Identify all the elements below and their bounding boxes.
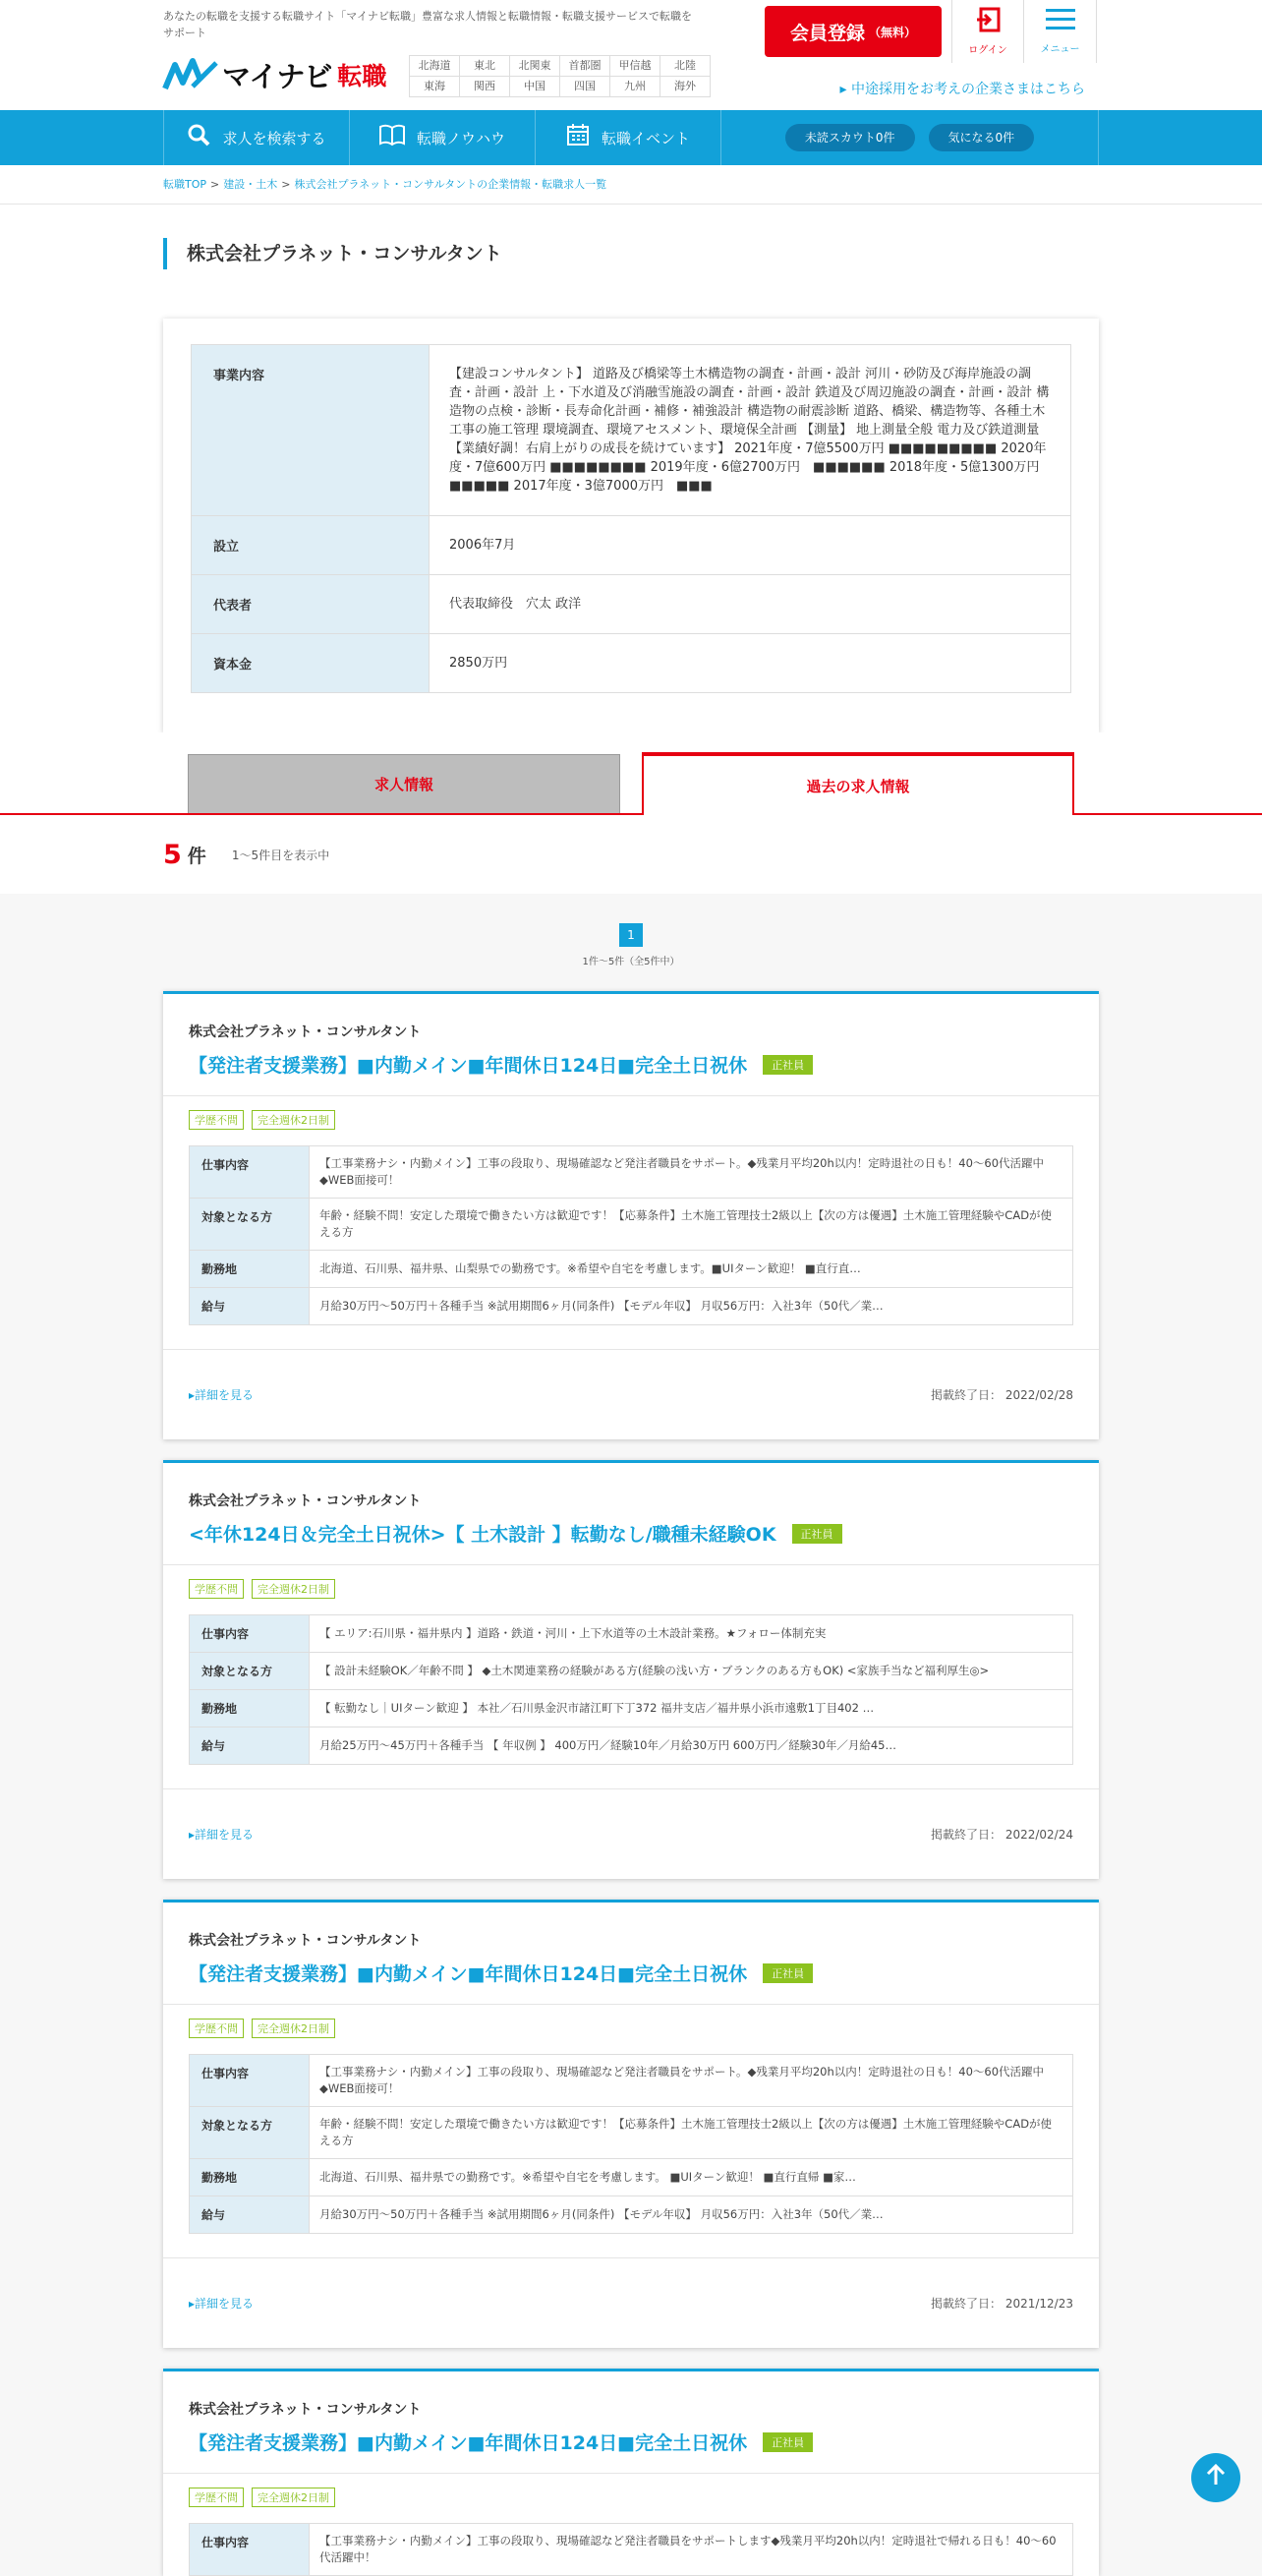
info-label: 事業内容 xyxy=(192,345,430,516)
end-date: 掲載終了日： 2022/02/28 xyxy=(931,1388,1073,1402)
job-company: 株式会社プラネット・コンサルタント xyxy=(189,1493,422,1509)
job-tag: 完全週休2日制 xyxy=(252,2488,335,2507)
logo-text: マイナビ xyxy=(222,59,332,93)
nav-knowhow[interactable] xyxy=(350,110,536,165)
result-range: 1〜5件目を表示中 xyxy=(231,848,330,862)
job-title-link[interactable] xyxy=(189,2429,1073,2455)
book-icon xyxy=(379,124,405,151)
nav-events-label: 転職イベント xyxy=(601,129,690,147)
employer-link[interactable]: ▸ 中途採用をお考えの企業さまはこちら xyxy=(839,82,1085,97)
job-tags xyxy=(189,1579,1073,1599)
employer-link-text: 中途採用をお考えの企業さまはこちら xyxy=(851,82,1085,97)
global-nav xyxy=(0,110,1262,165)
info-row xyxy=(192,575,1071,634)
job-summary-table xyxy=(189,2523,1073,2576)
hamburger-icon xyxy=(1046,8,1075,34)
job-work: 【 エリア:石川県・福井県内 】道路・鉄道・河川・上下水道等の土木設計業務。★フォロー体制充実 xyxy=(310,1615,1073,1653)
menu-button[interactable] xyxy=(1024,0,1097,63)
region-link[interactable]: 東海 xyxy=(410,77,460,97)
info-row xyxy=(192,345,1071,516)
tab-bar xyxy=(188,752,1074,815)
info-row xyxy=(192,516,1071,575)
row-label: 給与 xyxy=(190,1288,310,1325)
region-link[interactable]: 甲信越 xyxy=(610,56,660,77)
info-value: 2006年7月 xyxy=(430,516,1071,575)
region-link[interactable]: 北関東 xyxy=(510,56,560,77)
register-label: 会員登録 xyxy=(789,22,865,44)
calendar-icon xyxy=(566,123,590,152)
job-summary-table xyxy=(189,2054,1073,2234)
info-value: 代表取締役 穴太 政洋 xyxy=(430,575,1071,634)
tab-current-jobs[interactable]: 求人情報 xyxy=(188,754,620,813)
page-title: 株式会社プラネット・コンサルタント xyxy=(163,238,1099,269)
employment-badge: 正社員 xyxy=(792,1524,842,1544)
row-label: 対象となる方 xyxy=(190,1653,310,1690)
row-label: 対象となる方 xyxy=(190,2107,310,2159)
job-salary: 月給30万円〜50万円＋各種手当 ※試用期間6ヶ月(同条件) 【モデル年収】 月収56万円：入社3年（50代／業… xyxy=(310,1288,1073,1325)
job-tag: 完全週休2日制 xyxy=(252,1579,335,1599)
login-icon xyxy=(975,7,1001,35)
tab-past-jobs[interactable]: 過去の求人情報 xyxy=(642,752,1074,815)
detail-link[interactable]: ▸詳細を見る xyxy=(189,1388,255,1402)
company-header xyxy=(0,205,1262,269)
employment-badge: 正社員 xyxy=(763,2432,813,2452)
page-info: 1件〜5件（全5件中） xyxy=(582,957,680,967)
tabs-area xyxy=(0,732,1262,815)
job-card xyxy=(163,991,1099,1439)
end-date: 掲載終了日： 2022/02/24 xyxy=(931,1828,1073,1842)
job-title[interactable]: 【発注者支援業務】■内勤メイン■年間休日124日■完全土日祝休 xyxy=(189,1055,748,1077)
info-value: 【建設コンサルタント】 道路及び橋梁等土木構造物の調査・計画・設計 河川・砂防及び海岸施設の調査・計画・設計 上・下水道及び消融雪施設の調査・計画・設計 鉄道及び周辺施設の調査・計画・設計 構造物の点検・診断・長寿命化計画・補修・補強設計 構造物の耐震診断 道路、橋梁、構造物等、各種土木工事の施工管理 環境調査、環境アセスメント、環境保全計画 【測量】 地上測量全般 電力及び鉄道測量 【業績好調！右肩上がりの成長を続けています】 2021年度・7億5500万円 ■■■■■■■■■ 2020年度・7億600万円 ■■■■■■■■ 2019年度・6億2700万円 ■■■■■■ 2018年度・5億1300万円 ■■■■■ 2017年度・3億7000万円 ■■■ xyxy=(430,345,1071,516)
row-label: 仕事内容 xyxy=(190,2524,310,2576)
job-target: 【 設計未経験OK／年齢不問 】 ◆土木関連業務の経験がある方(経験の浅い方・ブランクのある方もOK) <家族手当など福利厚生◎> xyxy=(310,1653,1073,1690)
job-title[interactable]: 【発注者支援業務】■内勤メイン■年間休日124日■完全土日祝休 xyxy=(189,1963,748,1985)
region-link[interactable]: 北海道 xyxy=(410,56,460,77)
job-tag: 学歴不問 xyxy=(189,2488,244,2507)
row-label: 勤務地 xyxy=(190,1690,310,1727)
job-work: 【工事業務ナシ・内勤メイン】工事の段取り、現場確認など発注者職員をサポート。◆残業月平均20h以内！定時退社の日も！40～60代活躍中◆WEB面接可！ xyxy=(310,1146,1073,1199)
row-label: 仕事内容 xyxy=(190,1615,310,1653)
job-location: 北海道、石川県、福井県での勤務です。※希望や自宅を考慮します。 ■UIターン歓迎！ ■直行直帰 ■家… xyxy=(310,2159,1073,2196)
detail-link-text: 詳細を見る xyxy=(195,1828,255,1842)
logo-mark-icon xyxy=(163,57,218,92)
region-link[interactable]: 北陸 xyxy=(660,56,711,77)
company-info-section xyxy=(0,269,1262,732)
job-title[interactable]: 【発注者支援業務】■内勤メイン■年間休日124日■完全土日祝休 xyxy=(189,2432,748,2454)
menu-label: メニュー xyxy=(1040,44,1080,55)
company-info-table xyxy=(191,344,1071,693)
job-summary-table xyxy=(189,1614,1073,1765)
job-company: 株式会社プラネット・コンサルタント xyxy=(189,2402,422,2418)
job-title-link[interactable] xyxy=(189,1960,1073,1986)
breadcrumb-item[interactable]: 建設・土木 xyxy=(223,178,278,191)
info-value: 2850万円 xyxy=(430,634,1071,693)
result-count: 5 xyxy=(163,839,182,870)
info-row xyxy=(192,634,1071,693)
job-tag: 学歴不問 xyxy=(189,1110,244,1130)
region-link[interactable]: 関西 xyxy=(460,77,510,97)
result-unit: 件 xyxy=(187,845,206,867)
job-tag: 学歴不問 xyxy=(189,1579,244,1599)
page-number-current[interactable]: 1 xyxy=(619,923,643,947)
job-location: 【 転勤なし｜UIターン歓迎 】 本社／石川県金沢市諸江町下丁372 福井支店／福井県小浜市遠敷1丁目402 … xyxy=(310,1690,1073,1727)
login-label: ログイン xyxy=(968,45,1007,56)
job-target: 年齢・経験不問！安定した環境で働きたい方は歓迎です！【応募条件】土木施工管理技士2級以上【次の方は優遇】土木施工管理経験やCADが使える方 xyxy=(310,1199,1073,1251)
site-tagline: あなたの転職を支援する転職サイト「マイナビ転職」豊富な求人情報と転職情報・転職支援サービスで転職をサポート xyxy=(163,10,693,39)
scroll-to-top-button[interactable] xyxy=(1191,2453,1240,2502)
search-icon xyxy=(187,123,210,152)
region-link[interactable]: 海外 xyxy=(660,77,711,97)
breadcrumb-item[interactable]: 転職TOP xyxy=(163,178,207,191)
company-info-card xyxy=(163,319,1099,732)
breadcrumb: 転職TOP > 建設・土木 > 株式会社プラネット・コンサルタントの企業情報・転職求人一覧 xyxy=(163,178,607,191)
detail-link[interactable]: ▸詳細を見る xyxy=(189,2297,255,2311)
detail-link[interactable]: ▸詳細を見る xyxy=(189,1828,255,1842)
job-work: 【工事業務ナシ・内勤メイン】工事の段取り、現場確認など発注者職員をサポートします◆残業月平均20h以内！定時退社で帰れる日も！40～60代活躍中！ xyxy=(310,2524,1073,2576)
job-summary-table xyxy=(189,1145,1073,1325)
job-work: 【工事業務ナシ・内勤メイン】工事の段取り、現場確認など発注者職員をサポート。◆残業月平均20h以内！定時退社の日も！40～60代活躍中◆WEB面接可！ xyxy=(310,2055,1073,2107)
job-tag: 学歴不問 xyxy=(189,2019,244,2038)
site-header xyxy=(0,0,1262,110)
row-label: 対象となる方 xyxy=(190,1199,310,1251)
info-label: 資本金 xyxy=(192,634,430,693)
job-title-link[interactable] xyxy=(189,1051,1073,1078)
nav-search-label: 求人を検索する xyxy=(222,129,326,147)
nav-events[interactable] xyxy=(536,110,721,165)
job-card xyxy=(163,1460,1099,1879)
nav-search-jobs[interactable] xyxy=(164,110,350,165)
login-button[interactable] xyxy=(951,0,1024,63)
region-link[interactable]: 四国 xyxy=(560,77,610,97)
region-link[interactable]: 東北 xyxy=(460,56,510,77)
result-count-bar xyxy=(0,815,1262,894)
job-tags xyxy=(189,1110,1073,1130)
job-location: 北海道、石川県、福井県、山梨県での勤務です。※希望や自宅を考慮します。■UIターン歓迎！ ■直行直… xyxy=(310,1251,1073,1288)
region-link[interactable]: 九州 xyxy=(610,77,660,97)
favorites-button[interactable]: 気になる0件 xyxy=(929,124,1035,151)
arrow-up-icon xyxy=(1206,2464,1226,2491)
region-link[interactable]: 首都圏 xyxy=(560,56,610,77)
info-label: 設立 xyxy=(192,516,430,575)
scout-button[interactable]: 未読スカウト0件 xyxy=(785,124,915,151)
pagination xyxy=(0,894,1262,967)
job-tags xyxy=(189,2488,1073,2507)
job-target: 年齢・経験不問！安定した環境で働きたい方は歓迎です！【応募条件】土木施工管理技士2級以上【次の方は優遇】土木施工管理経験やCADが使える方 xyxy=(310,2107,1073,2159)
row-label: 勤務地 xyxy=(190,2159,310,2196)
info-label: 代表者 xyxy=(192,575,430,634)
job-title[interactable]: <年休124日＆完全土日祝休>【 土木設計 】転勤なし/職種未経験OK xyxy=(189,1524,776,1546)
row-label: 仕事内容 xyxy=(190,2055,310,2107)
logo-subtext: 転職 xyxy=(337,62,387,90)
row-label: 給与 xyxy=(190,2196,310,2234)
job-title-link[interactable] xyxy=(189,1520,1073,1547)
region-link[interactable]: 中国 xyxy=(510,77,560,97)
register-sub-label: （無料） xyxy=(869,25,917,39)
detail-link-text: 詳細を見る xyxy=(195,1388,255,1402)
job-card xyxy=(163,2369,1099,2576)
job-salary: 月給25万円〜45万円＋各種手当 【 年収例 】 400万円／経験10年／月給30万円 600万円／経験30年／月給45… xyxy=(310,1727,1073,1765)
job-tag: 完全週休2日制 xyxy=(252,1110,335,1130)
employment-badge: 正社員 xyxy=(763,1055,813,1075)
detail-link-text: 詳細を見る xyxy=(195,2297,255,2311)
row-label: 給与 xyxy=(190,1727,310,1765)
register-button[interactable] xyxy=(765,6,942,57)
job-tag: 完全週休2日制 xyxy=(252,2019,335,2038)
site-logo[interactable] xyxy=(163,55,386,94)
breadcrumb-item[interactable]: 株式会社プラネット・コンサルタントの企業情報・転職求人一覧 xyxy=(294,178,607,191)
employment-badge: 正社員 xyxy=(763,1963,813,1983)
job-salary: 月給30万円〜50万円＋各種手当 ※試用期間6ヶ月(同条件) 【モデル年収】 月収56万円：入社3年（50代／業… xyxy=(310,2196,1073,2234)
nav-knowhow-label: 転職ノウハウ xyxy=(416,129,505,147)
job-company: 株式会社プラネット・コンサルタント xyxy=(189,1025,422,1040)
region-links xyxy=(409,55,711,97)
breadcrumb-bar xyxy=(0,165,1262,205)
job-tags xyxy=(189,2019,1073,2038)
row-label: 勤務地 xyxy=(190,1251,310,1288)
nav-user-pills xyxy=(721,110,1099,165)
job-card xyxy=(163,1900,1099,2348)
row-label: 仕事内容 xyxy=(190,1146,310,1199)
end-date: 掲載終了日： 2021/12/23 xyxy=(931,2297,1073,2311)
job-company: 株式会社プラネット・コンサルタント xyxy=(189,1933,422,1949)
